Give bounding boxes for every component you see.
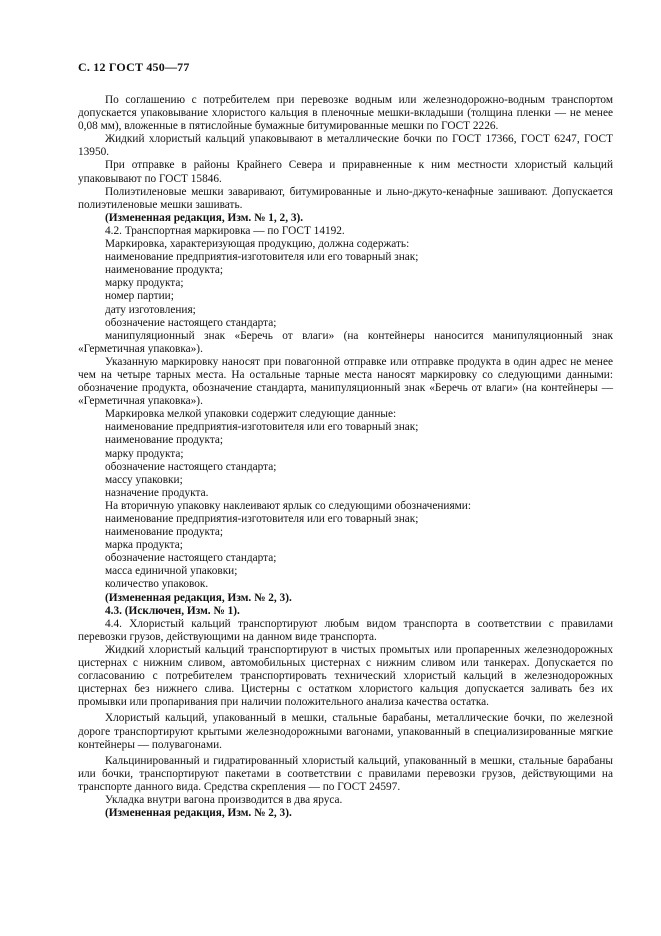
amendment-note: (Измененная редакция, Изм. № 1, 2, 3). [105,211,304,224]
list-item: марку продукта; [105,447,184,460]
list-item: массу упаковки; [105,473,183,486]
list-item: марка продукта; [105,539,183,552]
section-heading: 4.2. Транспортная маркировка — по ГОСТ 14192. [105,224,345,237]
list-item: обозначение настоящего стандарта; [105,316,277,329]
list-item: дату изготовления; [105,303,196,316]
list-item: обозначение настоящего стандарта; [105,552,277,565]
list-item: номер партии; [105,290,174,303]
paragraph: Хлористый кальций, упакованный в мешки, стальные барабаны, металлические бочки, по железной дороге транспортируют крытыми железнодорожными вагонами, упакованный в специализированные мягкие контейнеры — полувагонами. [78,712,613,751]
amendment-note: (Измененная редакция, Изм. № 2, 3). [105,807,292,820]
list-item: манипуляционный знак «Беречь от влаги» (на контейнеры наносится манипуляционный знак «Герметичная упаковка»). [78,329,613,355]
section-excluded: 4.3. (Исключен, Изм. № 1). [105,604,240,617]
paragraph: Маркировка мелкой упаковки содержит следующие данные: [105,408,397,421]
list-item: марку продукта; [105,277,184,290]
list-item: масса единичной упаковки; [105,565,238,578]
paragraph: По соглашению с потребителем при перевозке водным или железнодорожно-водным транспортом допускается упаковывание хлористого кальция в пленочные мешки-вкладыши (толщина пленки — не менее 0,08 мм), вложенные в пятислойные бумажные битумированные мешки по ГОСТ 2226. [78,94,613,133]
list-item: наименование продукта; [105,264,224,277]
paragraph: Жидкий хлористый кальций упаковывают в металлические бочки по ГОСТ 17366, ГОСТ 6247, ГОСТ 13950. [78,133,613,159]
paragraph: Полиэтиленовые мешки заваривают, битумированные и льно-джуто-кенафные зашивают. Допускается полиэтиленовые мешки зашивать. [78,185,613,211]
list-item: наименование предприятия-изготовителя или его товарный знак; [105,513,419,525]
list-item: обозначение настоящего стандарта; [105,460,277,473]
paragraph: Жидкий хлористый кальций транспортируют в чистых промытых или пропаренных железнодорожных цистернах с нижним сливом, автомобильных цистернах с нижним сливом или танкерах. Допускается по согласованию с потребителем транспортировать технический хлористый кальций в железнодорожных цистернах без нижнего слива. Цистерны с остатком хлористого кальция допускается заливать без их промывки или пропаривания при наличии положительного анализа качества остатка. [78,643,613,709]
section-paragraph: 4.4. Хлористый кальций транспортируют любым видом транспорта в соответствии с правилами перевозки грузов, действующими на данном виде транспорта. [78,617,613,643]
list-item: количество упаковок. [105,578,209,591]
paragraph: Маркировка, характеризующая продукцию, должна содержать: [105,238,410,251]
page-header: С. 12 ГОСТ 450—77 [78,60,190,74]
paragraph: При отправке в районы Крайнего Севера и приравненные к ним местности хлористый кальций упаковывают по ГОСТ 15846. [78,159,613,185]
paragraph: Укладка внутри вагона производится в два яруса. [105,793,343,806]
document-body [78,94,613,820]
paragraph: Указанную маркировку наносят при повагонной отправке или отправке продукта в один адрес не менее чем на четыре тарных места. На остальные тарные места наносят маркировку со следующими данными: обозначение продукта, обозначение стандарта, манипуляционный знак «Беречь от влаги» (на контейнеры — «Герметичная упаковка»). [78,355,613,408]
list-item: наименование продукта; [105,526,224,539]
paragraph: На вторичную упаковку наклеивают ярлык со следующими обозначениями: [105,499,471,512]
list-item: наименование предприятия-изготовителя или его товарный знак; [105,421,419,434]
list-item: наименование предприятия-изготовителя или его товарный знак; [105,251,419,264]
amendment-note: (Измененная редакция, Изм. № 2, 3). [105,591,292,604]
list-item: назначение продукта. [105,486,209,499]
list-item: наименование продукта; [105,434,224,447]
paragraph: Кальцинированный и гидратированный хлористый кальций, упакованный в мешки, стальные барабаны или бочки, транспортируют пакетами в соответствии с правилами перевозки грузов, действующими на транспорте данного вида. Средства скрепления — по ГОСТ 24597. [78,754,613,793]
